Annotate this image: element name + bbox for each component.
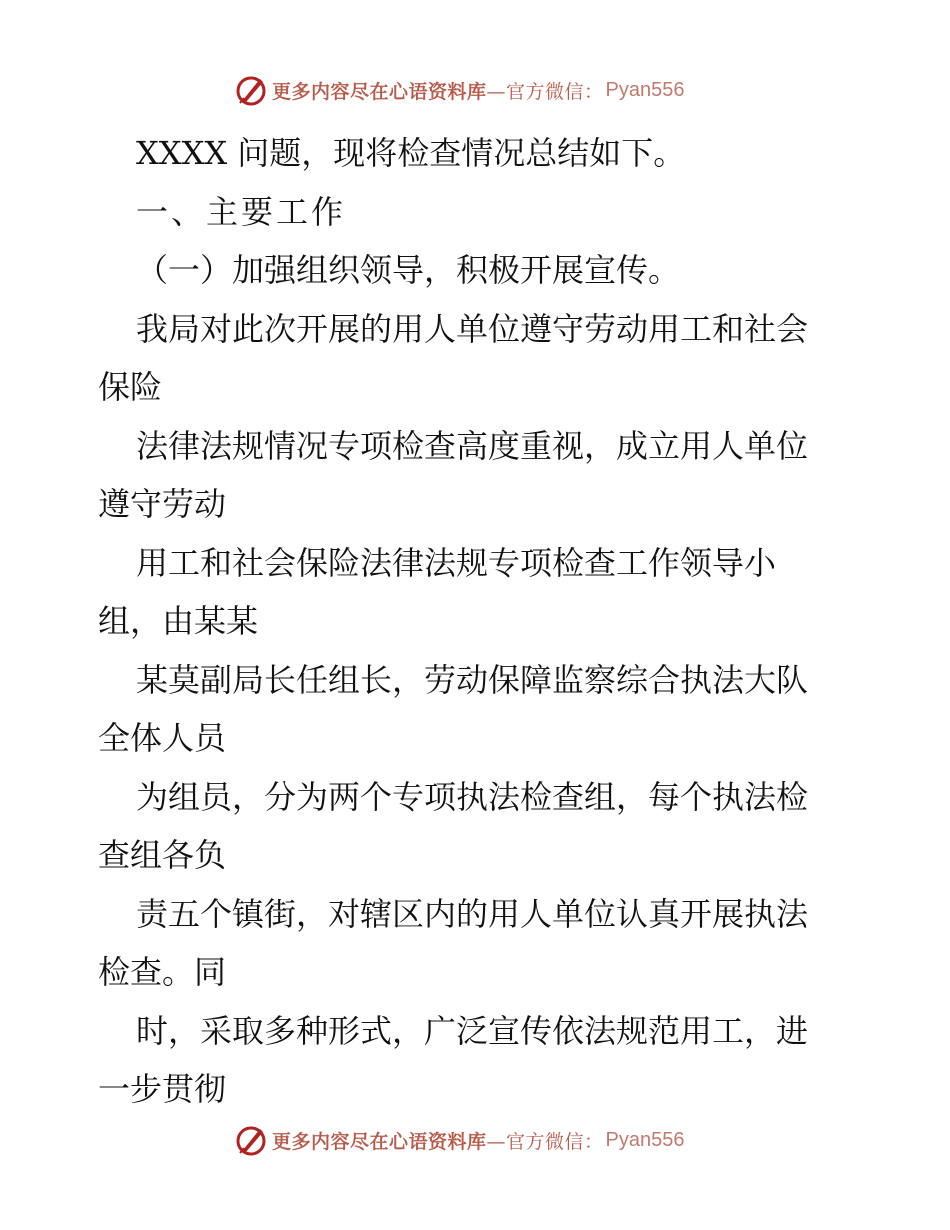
footer-site-text: 更多内容尽在心语资料库: [272, 1130, 487, 1153]
section-heading: 一、主要工作: [136, 192, 347, 231]
quill-logo-icon: [234, 1123, 268, 1157]
header-site-text: 更多内容尽在心语资料库: [272, 80, 487, 103]
body-line: 时，采取多种形式，广泛宣传依法规范用工，进: [136, 1011, 809, 1050]
body-line: 查组各负: [98, 836, 227, 874]
body-line: 保险: [98, 368, 163, 406]
subsection-heading: （一）加强组织领导，积极开展宣传。: [136, 251, 681, 289]
body-line: 某莫副局长任组长，劳动保障监察综合执法大队: [136, 660, 809, 699]
footer-wechat-label: —官方微信：: [486, 1130, 604, 1153]
footer-wechat-id: Pyan556: [605, 1128, 685, 1151]
header-wechat-label: —官方微信：: [486, 80, 604, 103]
body-line: 组，由某某: [98, 602, 259, 640]
body-line: 用工和社会保险法律法规专项检查工作领导小: [136, 543, 777, 582]
document-body: [98, 124, 858, 1119]
quill-logo-icon: [234, 73, 268, 107]
body-line: 遵守劳动: [98, 485, 227, 523]
body-line: 检查。同: [98, 953, 227, 991]
body-line: 法律法规情况专项检查高度重视，成立用人单位: [136, 426, 809, 465]
body-line: 一步贯彻: [98, 1070, 227, 1108]
header-watermark: [234, 72, 685, 108]
body-line: 我局对此次开展的用人单位遵守劳动用工和社会: [136, 309, 809, 348]
body-line: XXXX 问题，现将检查情况总结如下。: [136, 134, 686, 172]
footer-watermark: [234, 1122, 685, 1158]
header-wechat-id: Pyan556: [605, 78, 685, 101]
body-line: 为组员，分为两个专项执法检查组，每个执法检: [136, 777, 809, 816]
body-line: 全体人员: [98, 719, 227, 757]
body-line: 责五个镇街，对辖区内的用人单位认真开展执法: [136, 894, 809, 933]
